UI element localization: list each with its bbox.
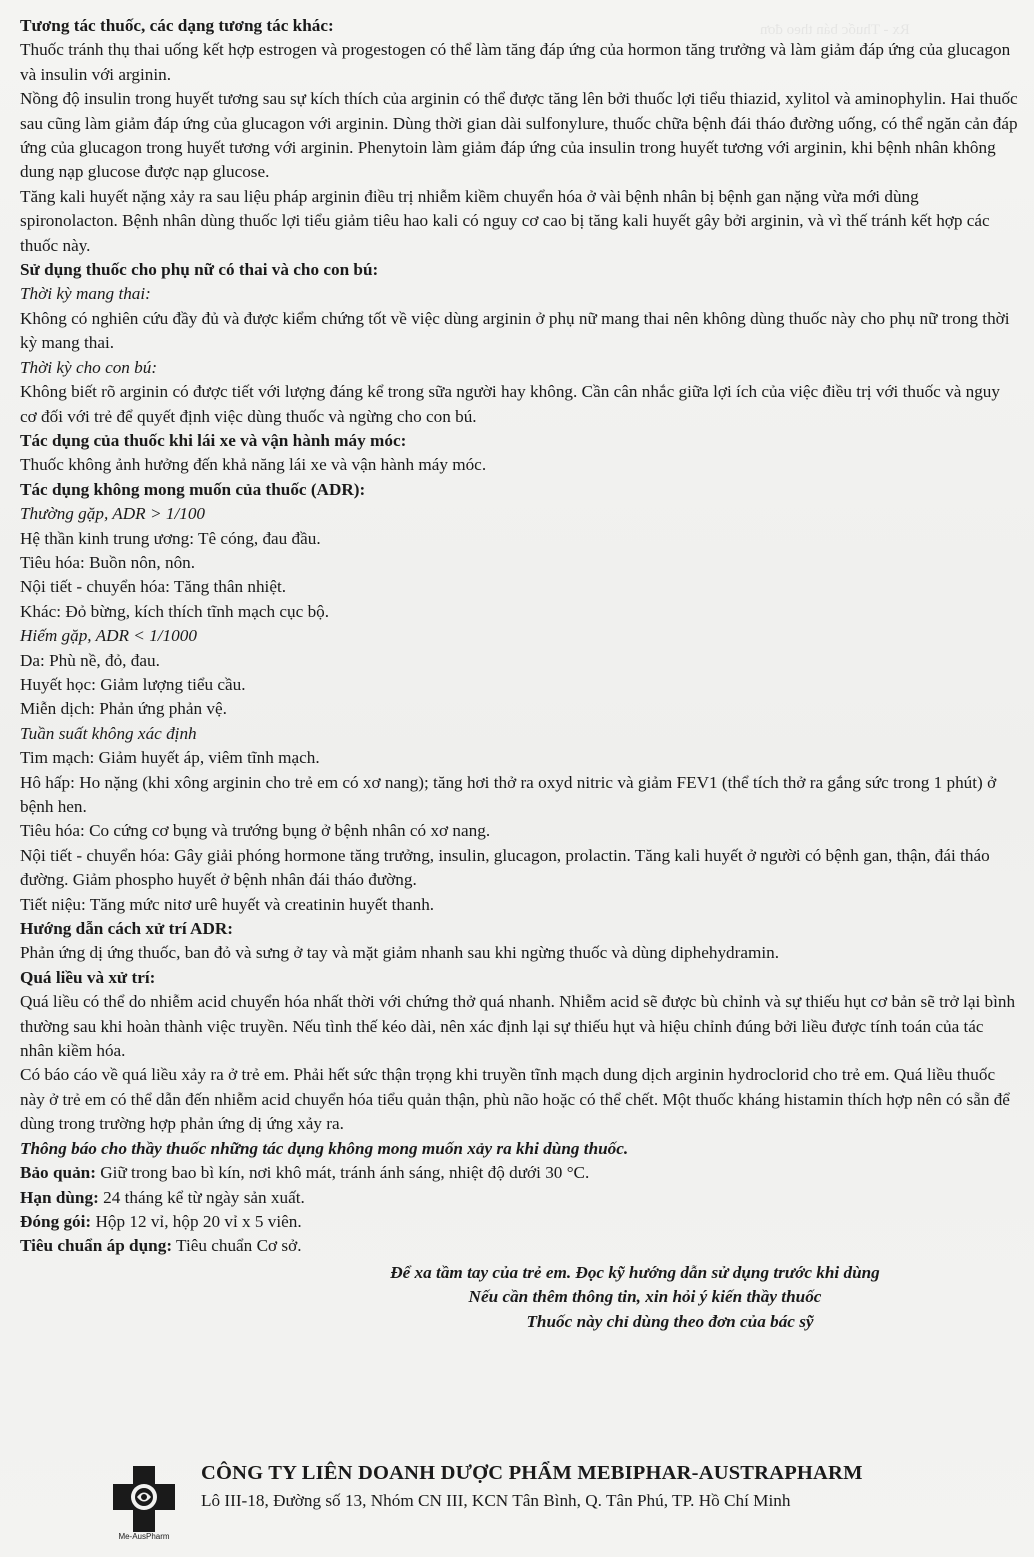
adr-common-item: Hệ thần kinh trung ương: Tê cóng, đau đầu. (20, 528, 321, 548)
adr-common-subheading: Thường gặp, ADR > 1/100 (20, 504, 206, 524)
adr-rare-subheading: Hiếm gặp, ADR < 1/1000 (20, 626, 197, 646)
expiry-label: Hạn dùng: (20, 1187, 99, 1207)
standard-label: Tiêu chuẩn áp dụng: (20, 1236, 173, 1256)
storage-line (20, 1161, 1020, 1185)
adr-report-notice: Thông báo cho thầy thuốc những tác dụng không mong muốn xảy ra khi dùng thuốc. (20, 1138, 629, 1158)
pregnancy-text: Không có nghiên cứu đầy đủ và được kiểm chứng tốt về việc dùng arginin ở phụ nữ mang thai nên không dùng thuốc này cho phụ nữ trong thời kỳ mang thai. (20, 308, 1010, 353)
overdose-heading: Quá liều và xử trí: (20, 967, 156, 987)
adr-management-heading: Hướng dẫn cách xử trí ADR: (20, 919, 234, 939)
lactation-subheading: Thời kỳ cho con bú: (20, 357, 158, 377)
adr-common-item: Khác: Đỏ bừng, kích thích tĩnh mạch cục bộ. (20, 601, 330, 621)
adr-heading: Tác dụng không mong muốn của thuốc (ADR): (20, 479, 366, 499)
lactation-text: Không biết rõ arginin có được tiết với lượng đáng kể trong sữa người hay không. Cần cân nhắc giữa lợi ích của việc điều trị với thuốc và nguy cơ đối với trẻ để quyết định việc dùng thuốc và ngừng cho con bú. (20, 382, 1000, 426)
adr-management-text: Phản ứng dị ứng thuốc, ban đỏ và sưng ở tay và mặt giảm nhanh sau khi ngừng thuốc và dùng diphehydramin. (20, 943, 780, 963)
adr-rare-item: Miễn dịch: Phản ứng phản vệ. (20, 699, 227, 719)
pregnancy-heading: Sử dụng thuốc cho phụ nữ có thai và cho con bú: (20, 260, 379, 280)
warning-line-2: Nếu cần thêm thông tin, xin hỏi ý kiến thầy thuốc (468, 1287, 822, 1307)
expiry-value: 24 tháng kể từ ngày sản xuất. (98, 1187, 305, 1207)
warning-line-1: Để xa tầm tay của trẻ em. Đọc kỹ hướng dẫn sử dụng trước khi dùng (390, 1262, 880, 1282)
packaging-value: Hộp 12 vỉ, hộp 20 vỉ x 5 viên. (91, 1211, 302, 1231)
interactions-paragraph-2: Nồng độ insulin trong huyết tương sau sự kích thích của arginin có thể được tăng lên bởi thuốc lợi tiểu thiazid, xylitol và aminophylin. Hai thuốc sau cũng làm giảm đáp ứng của glucagon với arginin. Dùng thời gian dài sulfonylure, thuốc chữa bệnh đái tháo đường uống, có thể ngăn cản đáp ứng của glucagon trong huyết tương với arginin. Phenytoin làm giảm đáp ứng của insulin trong huyết tương với arginin, khi bệnh nhân không dung nạp glucose được nạp glucose. (20, 89, 1018, 182)
company-name: CÔNG TY LIÊN DOANH DƯỢC PHẨM MEBIPHAR-AUSTRAPHARM (201, 1462, 863, 1484)
storage-label: Bảo quản: (20, 1163, 96, 1183)
warning-line-3: Thuốc này chỉ dùng theo đơn của bác sỹ (526, 1311, 814, 1331)
expiry-line (20, 1186, 1020, 1210)
interactions-heading: Tương tác thuốc, các dạng tương tác khác: (20, 16, 334, 35)
storage-value: Giữ trong bao bì kín, nơi khô mát, tránh ánh sáng, nhiệt độ dưới 30 °C. (95, 1163, 590, 1183)
adr-unknown-item: Tiết niệu: Tăng mức nitơ urê huyết và creatinin huyết thanh. (20, 894, 435, 914)
leaflet-body (20, 14, 1020, 1334)
packaging-label: Đóng gói: (20, 1211, 92, 1231)
adr-rare-item: Da: Phù nề, đỏ, đau. (20, 650, 160, 670)
logo-caption: Me-AusPharm (118, 1532, 170, 1541)
driving-heading: Tác dụng của thuốc khi lái xe và vận hành máy móc: (20, 430, 407, 450)
overdose-paragraph-2: Có báo cáo về quá liều xảy ra ở trẻ em. Phải hết sức thận trọng khi truyền tĩnh mạch dung dịch arginin hydroclorid cho trẻ em. Quá liều thuốc này ở trẻ em có thể dẫn đến nhiễm acid chuyển hóa tiểu quản thận, phù não hoặc có thể chết. Một thuốc kháng histamin thích hợp nên có sẵn để dùng trong trường hợp phản ứng dị ứng xảy ra. (20, 1065, 1010, 1134)
interactions-paragraph-3: Tăng kali huyết nặng xảy ra sau liệu pháp arginin điều trị nhiễm kiềm chuyển hóa ở vài bệnh nhân bị bệnh gan nặng vừa mới dùng spironolacton. Bệnh nhân dùng thuốc lợi tiểu giảm tiêu hao kali có nguy cơ cao bị tăng kali huyết gây bởi arginin, và vì thế tránh kết hợp các thuốc này. (20, 186, 990, 255)
interactions-paragraph-1: Thuốc tránh thụ thai uống kết hợp estrogen và progestogen có thể làm tăng đáp ứng của hormon tăng trưởng và làm giảm đáp ứng của glucagon và insulin với arginin. (20, 40, 1011, 84)
standard-value: Tiêu chuẩn Cơ sở. (172, 1236, 302, 1256)
adr-common-item: Nội tiết - chuyển hóa: Tăng thân nhiệt. (20, 577, 287, 597)
adr-unknown-subheading: Tuần suất không xác định (20, 723, 197, 743)
adr-unknown-item: Nội tiết - chuyển hóa: Gây giải phóng hormone tăng trưởng, insulin, glucagon, prolactin. Tăng kali huyết ở người có bệnh gan, thận, đái tháo đường. Giảm phospho huyết ở bệnh nhân đái tháo đường. (20, 845, 990, 890)
warning-block (20, 1261, 1020, 1334)
bleed-through-text: Rx - Thuốc bán theo đơn (760, 22, 910, 38)
adr-unknown-item: Tiêu hóa: Co cứng cơ bụng và trướng bụng ở bệnh nhân có xơ nang. (20, 821, 491, 841)
driving-text: Thuốc không ảnh hưởng đến khả năng lái xe và vận hành máy móc. (20, 455, 487, 475)
adr-rare-item: Huyết học: Giảm lượng tiểu cầu. (20, 674, 246, 694)
company-block (118, 1462, 1018, 1511)
pregnancy-subheading: Thời kỳ mang thai: (20, 284, 151, 304)
standard-line (20, 1234, 1020, 1258)
adr-unknown-item: Tim mạch: Giảm huyết áp, viêm tĩnh mạch. (20, 748, 320, 768)
adr-unknown-item: Hô hấp: Ho nặng (khi xông arginin cho trẻ em có xơ nang); tăng hơi thở ra oxyd nitric và giảm FEV1 (thể tích thở ra gắng sức trong 1 phút) ở bệnh hen. (20, 772, 997, 816)
adr-common-item: Tiêu hóa: Buồn nôn, nôn. (20, 552, 196, 572)
packaging-line (20, 1210, 1020, 1234)
company-address: Lô III-18, Đường số 13, Nhóm CN III, KCN Tân Bình, Q. Tân Phú, TP. Hồ Chí Minh (201, 1491, 791, 1510)
overdose-paragraph-1: Quá liều có thể do nhiễm acid chuyển hóa nhất thời với chứng thở quá nhanh. Nhiễm acid sẽ được bù chỉnh và sự thiếu hụt cơ bản sẽ trở lại bình thường sau khi hoàn thành việc truyền. Nếu tình thế kéo dài, nên xác định lại sự thiếu hụt và hiệu chỉnh đúng bởi liều được tính toán của tác nhân kiềm hóa. (20, 992, 1016, 1061)
